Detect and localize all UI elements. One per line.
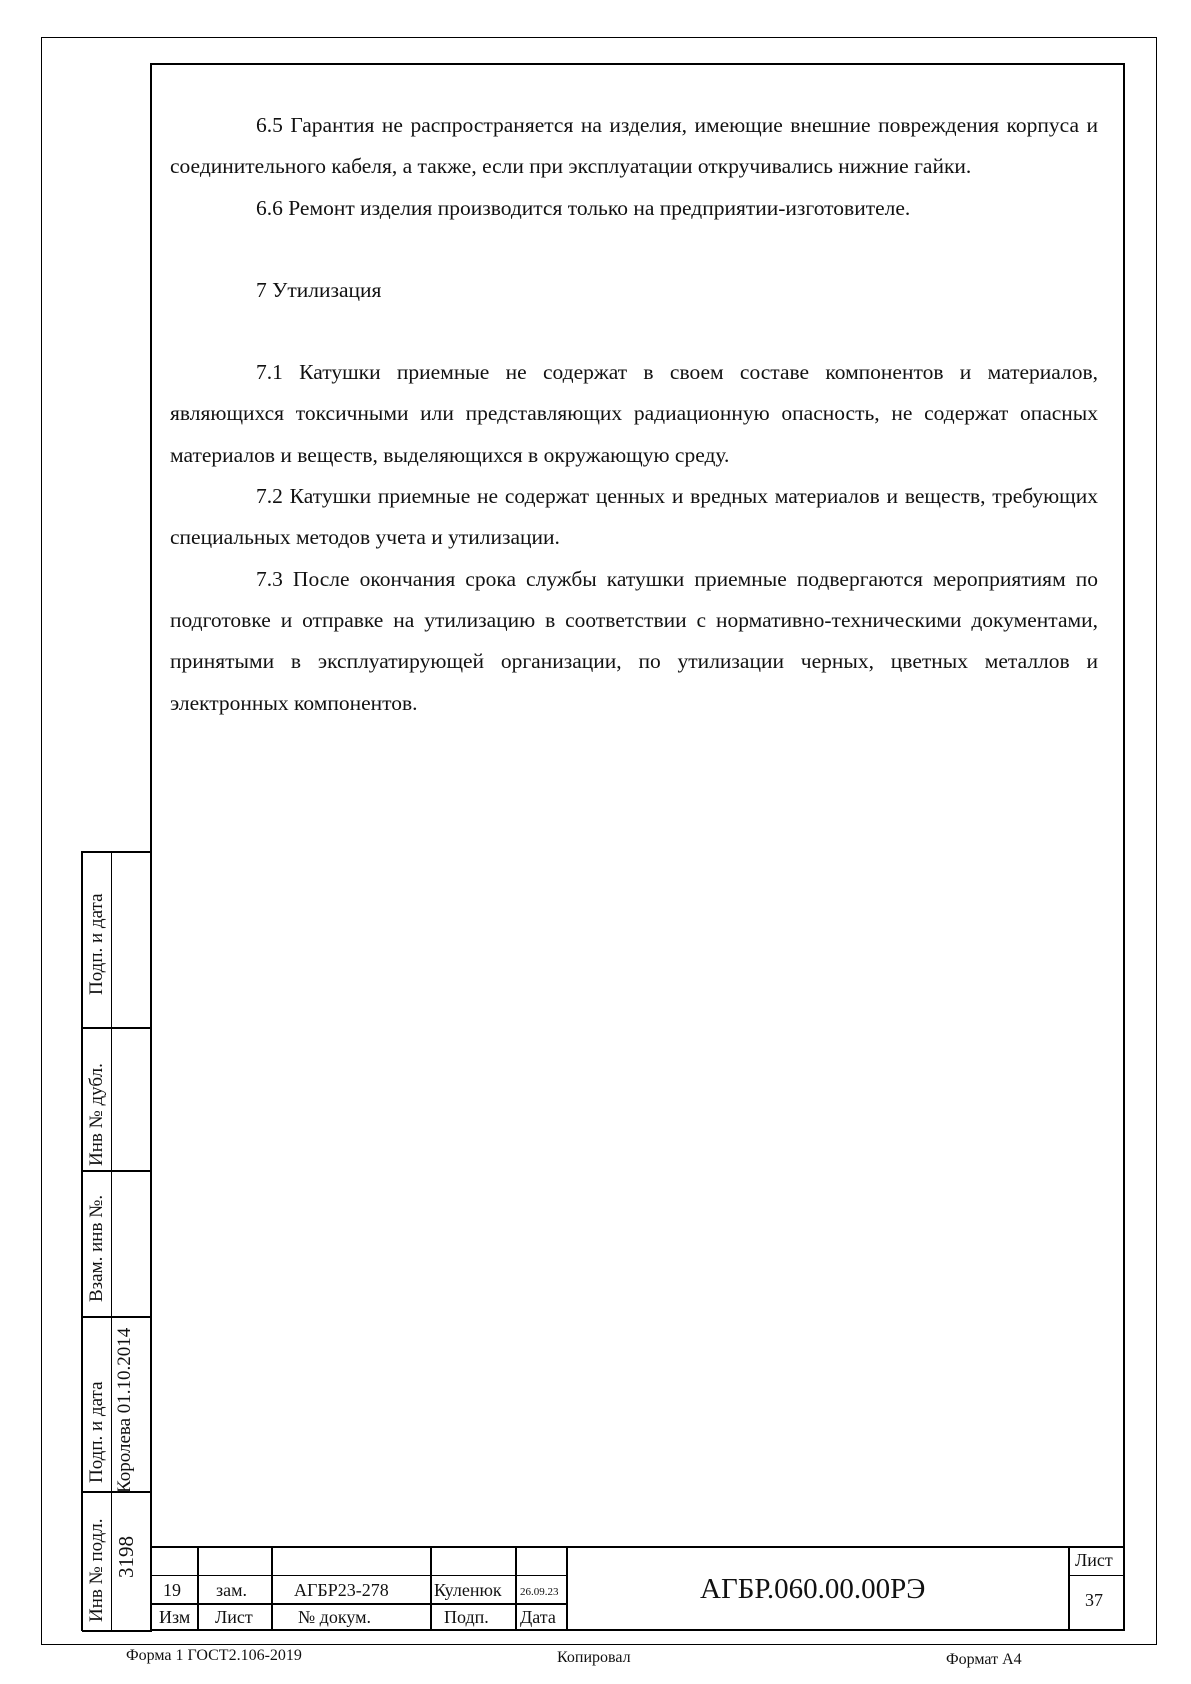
document-body xyxy=(170,105,1098,724)
value-inv-podl: 3198 xyxy=(114,1536,138,1578)
label-inv-podl: Инв № подл. xyxy=(86,1518,107,1622)
side-line xyxy=(82,1630,152,1632)
tb-line xyxy=(271,1546,273,1631)
footer-copied: Копировал xyxy=(557,1649,631,1666)
side-line xyxy=(82,1170,152,1172)
tb-line xyxy=(150,1546,1125,1548)
side-line xyxy=(82,1316,152,1318)
tb-line xyxy=(515,1546,517,1631)
header-podp: Подп. xyxy=(444,1607,489,1627)
side-line xyxy=(82,851,152,853)
tb-line xyxy=(197,1546,199,1631)
sheet-label: Лист xyxy=(1075,1550,1113,1570)
header-date: Дата xyxy=(520,1607,556,1627)
paragraph-6-5: 6.5 Гарантия не распространяется на изделия, имеющие внешние повреждения корпуса и соединительного кабеля, а также, если при эксплуатации откручивались нижние гайки. xyxy=(170,113,1098,179)
change-list: зам. xyxy=(216,1580,247,1600)
change-izm: 19 xyxy=(163,1580,181,1600)
header-doc: № докум. xyxy=(298,1607,371,1627)
value-podp-data-bottom: Королева 01.10.2014 xyxy=(114,1327,135,1493)
tb-line xyxy=(150,1575,568,1576)
change-doc: АГБР23-278 xyxy=(294,1580,389,1600)
tb-line xyxy=(566,1546,568,1631)
label-inv-dubl: Инв № дубл. xyxy=(86,1063,107,1166)
header-izm: Изм xyxy=(159,1607,191,1627)
label-podp-data-top: Подп. и дата xyxy=(86,893,107,995)
change-date: 26.09.23 xyxy=(520,1586,559,1598)
label-vzam-inv: Взам. инв №. xyxy=(86,1194,107,1302)
footer-form: Форма 1 ГОСТ2.106-2019 xyxy=(126,1647,302,1664)
tb-line xyxy=(150,1603,568,1605)
document-number: АГБР.060.00.00РЭ xyxy=(700,1573,926,1605)
paragraph-7-2: 7.2 Катушки приемные не содержат ценных и вредных материалов и веществ, требующих специальных методов учета и утилизации. xyxy=(170,484,1098,550)
tb-line xyxy=(430,1546,432,1631)
header-list: Лист xyxy=(215,1607,253,1627)
section-heading-7: 7 Утилизация xyxy=(256,277,382,302)
change-signature: Куленюк xyxy=(434,1580,502,1600)
footer-format: Формат А4 xyxy=(946,1651,1022,1668)
side-line xyxy=(111,851,112,1631)
sheet-number: 37 xyxy=(1085,1590,1103,1610)
side-line xyxy=(81,851,83,1631)
tb-line xyxy=(1068,1546,1070,1631)
tb-line xyxy=(1069,1575,1125,1576)
paragraph-6-6: 6.6 Ремонт изделия производится только на предприятии-изготовителе. xyxy=(256,195,911,220)
label-podp-data-bottom: Подп. и дата xyxy=(86,1381,107,1483)
side-line xyxy=(82,1027,152,1029)
paragraph-7-1: 7.1 Катушки приемные не содержат в своем составе компонентов и материалов, являющихся токсичными или представляющих радиационную опасность, не содержат опасных материалов и веществ, выделяющихся в окружающую среду. xyxy=(170,360,1098,467)
paragraph-7-3: 7.3 После окончания срока службы катушки приемные подвергаются мероприятиям по подготовке и отправке на утилизацию в соответствии с нормативно-техническими документами, принятыми в эксплуатирующей организации, по утилизации черных, цветных металлов и электронных компонентов. xyxy=(170,566,1098,715)
